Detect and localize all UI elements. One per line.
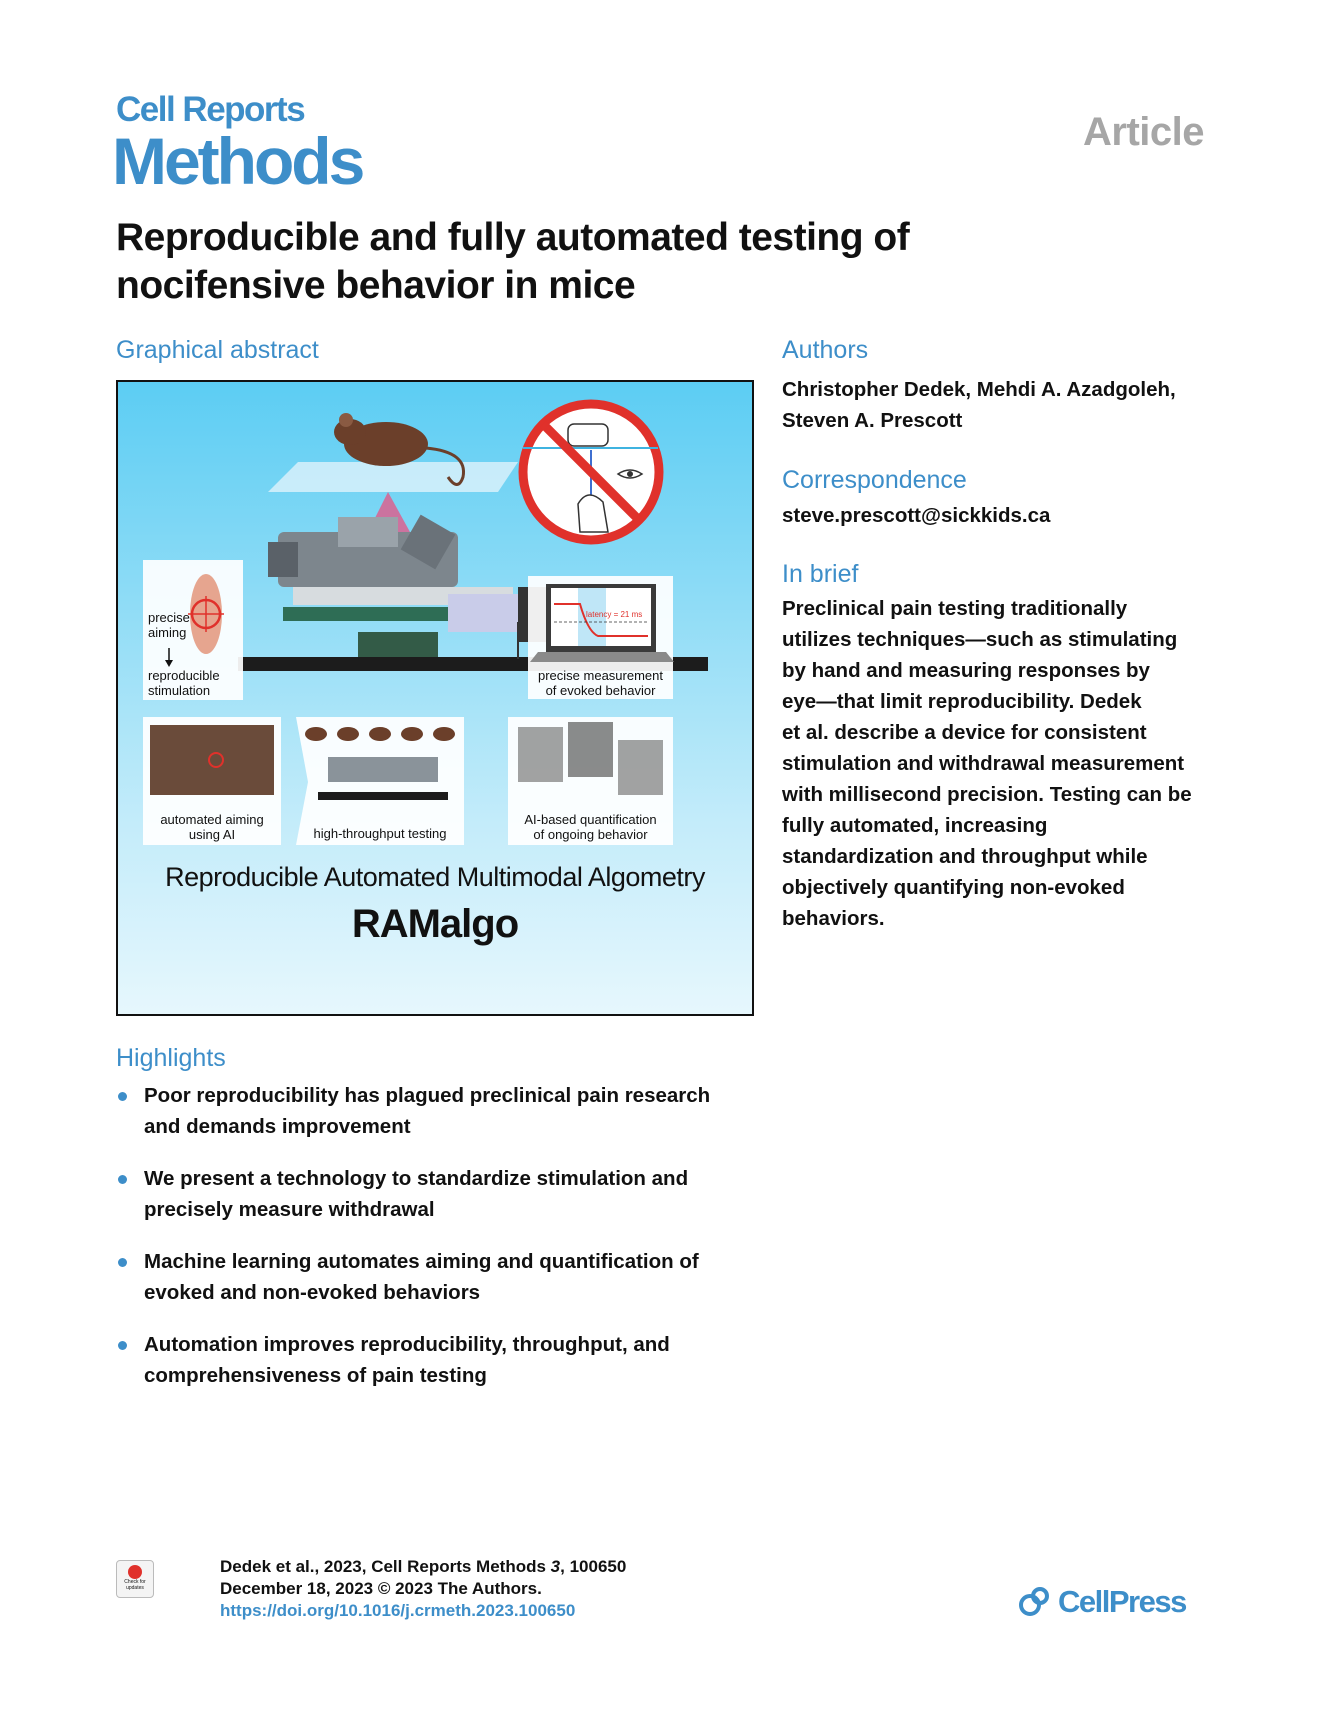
- in-brief-line: utilizes techniques—such as stimulating: [782, 628, 1178, 651]
- aiming-label-line1: precise: [148, 610, 190, 625]
- highlights-heading: Highlights: [116, 1044, 226, 1072]
- correspondence-heading: Correspondence: [782, 466, 967, 494]
- in-brief-line: objectively quantifying non-evoked: [782, 876, 1125, 899]
- journal-name-line2: Methods: [112, 124, 363, 198]
- title-line1: Reproducible and fully automated testing of: [116, 216, 910, 259]
- highlight-line: Poor reproducibility has plagued preclinical pain research: [144, 1084, 711, 1107]
- author-list: [782, 374, 1176, 436]
- ai-quant-label: [508, 812, 673, 842]
- highlight-line: Machine learning automates aiming and quantification of: [144, 1250, 699, 1273]
- stimulation-label-line1: reproducible: [148, 668, 220, 683]
- ai-aiming-label-line2: using AI: [188, 827, 236, 842]
- check-for-updates-button[interactable]: [116, 1560, 154, 1598]
- mouse-photo-placeholder: [150, 725, 274, 795]
- device-mini-icon: [328, 757, 438, 782]
- measure-label-line1: precise measurement: [538, 668, 663, 683]
- authors-heading: Authors: [782, 336, 869, 364]
- paper-title: [116, 214, 1116, 310]
- bullet-icon: [118, 1258, 127, 1267]
- ai-aiming-label: [143, 812, 281, 842]
- in-brief-line: standardization and throughput while: [782, 845, 1148, 868]
- measure-label: [528, 668, 673, 698]
- no-manual-testing-icon: [523, 404, 659, 540]
- graphical-abstract-heading: Graphical abstract: [116, 336, 319, 364]
- highlight-line: and demands improvement: [144, 1115, 411, 1138]
- author-list-line2: Steven A. Prescott: [782, 409, 963, 432]
- throughput-label: high-throughput testing: [313, 826, 447, 841]
- bullet-icon: [118, 1341, 127, 1350]
- stimulation-label: [148, 668, 220, 698]
- highlight-item: [116, 1246, 756, 1308]
- check-updates-icon: [128, 1565, 142, 1579]
- highlight-item: [116, 1080, 756, 1142]
- in-brief-line: Preclinical pain testing traditionally: [782, 597, 1128, 620]
- acronym-title: RAMalgo: [351, 902, 519, 946]
- author-list-line1: Christopher Dedek, Mehdi A. Azadgoleh,: [782, 378, 1176, 401]
- aiming-label: [148, 610, 190, 640]
- doi-link[interactable]: https://doi.org/10.1016/j.crmeth.2023.100650: [220, 1601, 576, 1620]
- highlight-item: [116, 1329, 756, 1391]
- bullet-icon: [118, 1092, 127, 1101]
- journal-name-line1: Cell Reports: [116, 90, 305, 129]
- in-brief-text: [782, 593, 1202, 934]
- graphical-abstract-figure: [116, 380, 754, 1016]
- in-brief-line: by hand and measuring responses by: [782, 659, 1150, 682]
- ai-quant-label-line1: AI-based quantification: [524, 812, 657, 827]
- in-brief-line: eye—that limit reproducibility. Dedek: [782, 690, 1142, 713]
- in-brief-line: behaviors.: [782, 907, 885, 930]
- cellpress-logo-icon: [1018, 1585, 1052, 1619]
- correspondence-email[interactable]: steve.prescott@sickkids.ca: [782, 504, 1051, 527]
- citation-block: [220, 1556, 626, 1622]
- title-line2: nocifensive behavior in mice: [116, 264, 636, 307]
- citation-volume: 3: [550, 1557, 561, 1576]
- laptop-icon: [530, 584, 674, 662]
- highlight-line: Automation improves reproducibility, throughput, and: [144, 1333, 670, 1356]
- highlight-line: We present a technology to standardize stimulation and: [144, 1167, 689, 1190]
- bullet-icon: [118, 1175, 127, 1184]
- citation-prefix: Dedek et al., 2023, Cell Reports Methods: [220, 1557, 551, 1576]
- article-type-label: Article: [1083, 110, 1204, 154]
- glass-platform: [268, 462, 518, 492]
- in-brief-line: stimulation and withdrawal measurement: [782, 752, 1185, 775]
- in-brief-line: with millisecond precision. Testing can be: [782, 783, 1192, 806]
- check-updates-label: Check for updates: [124, 1579, 146, 1591]
- publisher-logo: [1018, 1584, 1186, 1620]
- in-brief-line: et al. describe a device for consistent: [782, 721, 1147, 744]
- ai-aiming-label-line1: automated aiming: [160, 812, 264, 827]
- publisher-name: CellPress: [1058, 1584, 1186, 1619]
- date-line: December 18, 2023 © 2023 The Authors.: [220, 1579, 542, 1598]
- highlight-line: comprehensiveness of pain testing: [144, 1364, 487, 1387]
- in-brief-heading: In brief: [782, 560, 859, 588]
- aiming-label-line2: aiming: [148, 625, 187, 640]
- citation-suffix: , 100650: [560, 1557, 627, 1576]
- in-brief-line: fully automated, increasing: [782, 814, 1048, 837]
- highlight-line: precisely measure withdrawal: [144, 1198, 435, 1221]
- citation-line: [220, 1556, 626, 1578]
- highlight-line: evoked and non-evoked behaviors: [144, 1281, 481, 1304]
- highlight-item: [116, 1163, 756, 1225]
- acronym-expansion: Reproducible Automated Multimodal Algometry: [165, 862, 705, 892]
- ai-quant-label-line2: of ongoing behavior: [533, 827, 648, 842]
- latency-label: latency = 21 ms: [586, 610, 643, 619]
- stimulation-label-line2: stimulation: [148, 683, 211, 698]
- measure-label-line2: of evoked behavior: [545, 683, 656, 698]
